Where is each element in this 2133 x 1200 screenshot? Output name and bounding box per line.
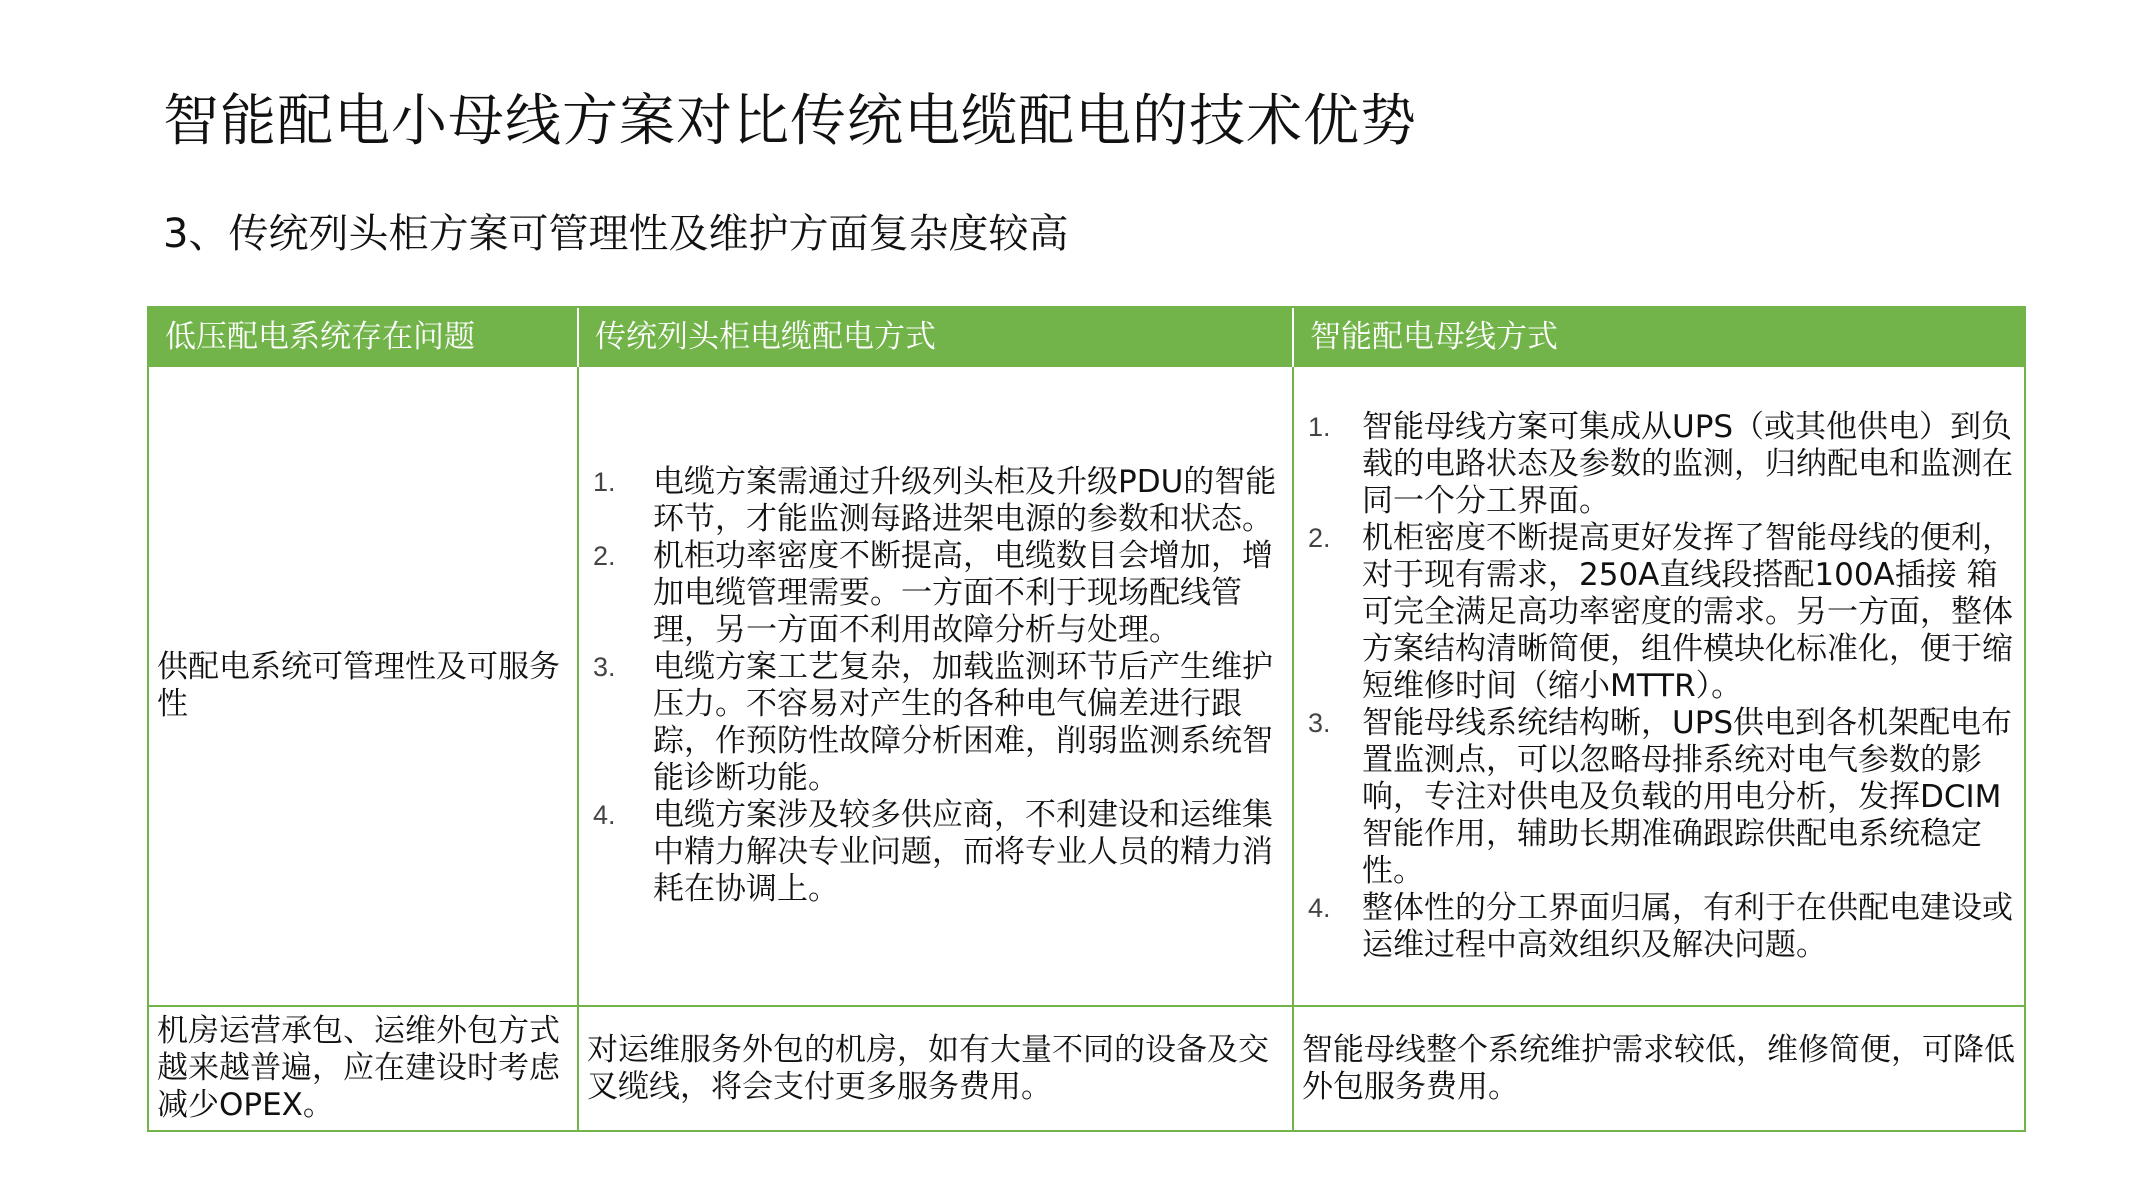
traditional-cell-opex: 对运维服务外包的机房，如有大量不同的设备及交叉缆线，将会支付更多服务费用。 bbox=[578, 1006, 1293, 1131]
busway-cell-opex: 智能母线整个系统维护需求较低，维修简便，可降低外包服务费用。 bbox=[1293, 1006, 2025, 1131]
busway-list bbox=[1302, 409, 2016, 964]
list-item: 3. 智能母线系统结构晰，UPS供电到各机架配电布置监测点，可以忽略母排系统对电气参数的影响，专注对供电及负载的用电分析，发挥DCIM智能作用，辅助长期准确跟踪供配电系统稳定性。 bbox=[1308, 704, 2013, 889]
issue-cell-manageability: 供配电系统可管理性及可服务性 bbox=[148, 367, 578, 1007]
header-busway: 智能配电母线方式 bbox=[1293, 307, 2025, 367]
traditional-cell-manageability bbox=[578, 367, 1293, 1007]
issue-cell-opex: 机房运营承包、运维外包方式越来越普遍，应在建设时考虑减少OPEX。 bbox=[148, 1006, 578, 1131]
traditional-list bbox=[587, 464, 1284, 908]
list-item: 4. 整体性的分工界面归属，有利于在供配电建设或运维过程中高效组织及解决问题。 bbox=[1308, 889, 2013, 963]
list-item: 2. 机柜密度不断提高更好发挥了智能母线的便利，对于现有需求，250A直线段搭配100A插接 箱可完全满足高功率密度的需求。另一方面，整体方案结构清晰简便，组件模块化标准化，便于缩短维修时间（缩小MTTR）。 bbox=[1308, 519, 2013, 704]
busway-cell-manageability bbox=[1293, 367, 2025, 1007]
list-item: 4. 电缆方案涉及较多供应商，不利建设和运维集中精力解决专业问题，而将专业人员的精力消耗在协调上。 bbox=[593, 797, 1273, 907]
list-item: 3. 电缆方案工艺复杂，加载监测环节后产生维护压力。不容易对产生的各种电气偏差进行跟踪，作预防性故障分析困难，削弱监测系统智能诊断功能。 bbox=[593, 649, 1273, 796]
page-title: 智能配电小母线方案对比传统电缆配电的技术优势 bbox=[163, 89, 1417, 154]
header-issue: 低压配电系统存在问题 bbox=[148, 307, 578, 367]
list-item: 1. 电缆方案需通过升级列头柜及升级PDU的智能环节，才能监测每路进架电源的参数和状态。 bbox=[593, 464, 1277, 537]
table-row bbox=[148, 367, 2025, 1007]
comparison-table bbox=[147, 306, 2026, 1132]
section-subtitle: 3、传统列头柜方案可管理性及维护方面复杂度较高 bbox=[163, 211, 1069, 257]
list-item: 2. 机柜功率密度不断提高，电缆数目会增加，增加电缆管理需要。一方面不利于现场配线管理，另一方面不利用故障分析与处理。 bbox=[593, 538, 1273, 648]
table-row bbox=[148, 1006, 2025, 1131]
header-traditional: 传统列头柜电缆配电方式 bbox=[578, 307, 1293, 367]
table-header-row bbox=[148, 307, 2025, 367]
list-item: 1. 智能母线方案可集成从UPS（或其他供电）到负载的电路状态及参数的监测，归纳配电和监测在同一个分工界面。 bbox=[1308, 408, 2013, 519]
